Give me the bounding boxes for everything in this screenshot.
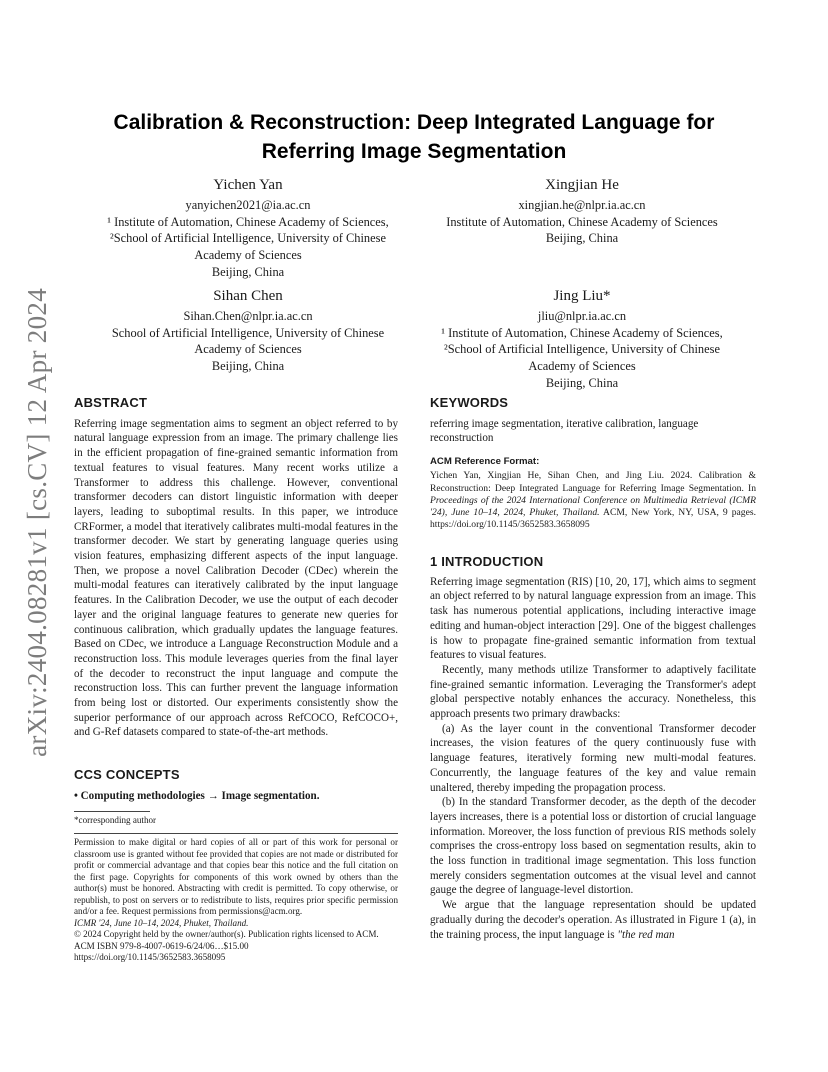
acm-ref-heading: ACM Reference Format:: [430, 456, 540, 467]
abstract-section: [74, 396, 398, 740]
author-affiliation: ²School of Artificial Intelligence, University of Chinese: [444, 342, 720, 357]
isbn-line: ACM ISBN 979-8-4007-0619-6/24/06…$15.00: [74, 940, 249, 951]
author-block-2: [412, 175, 752, 247]
acm-ref-pre: Yichen Yan, Xingjian He, Sihan Chen, and Jing Liu. 2024. Calibration & Reconstruction: Deep Integrated Language for Referring Image Segmentation. In: [430, 470, 756, 494]
copyright-line: © 2024 Copyright held by the owner/author(s). Publication rights licensed to ACM.: [74, 929, 379, 939]
author-affiliation: ¹ Institute of Automation, Chinese Academy of Sciences,: [107, 214, 389, 229]
arxiv-stamp-text: arXiv:2404.08281v1 [cs.CV] 12 Apr 2024: [21, 287, 52, 757]
author-name: Sihan Chen: [213, 288, 283, 304]
permission-rule: [74, 833, 398, 834]
intro-paragraph-3: (a) As the layer count in the conventional Transformer decoder increases, the vision features of the query continuously fuse with language features, iteratively forming new multi-modal features. Concurrently, the language features of the key and value remain unaltered, thereby impeding the propagation process.: [430, 722, 756, 794]
keywords-heading: KEYWORDS: [430, 395, 509, 410]
author-location: Beijing, China: [545, 375, 619, 390]
author-block-1: [70, 175, 426, 281]
footnote: *corresponding author: [74, 815, 157, 825]
author-affiliation: Institute of Automation, Chinese Academy of Sciences: [446, 214, 718, 229]
permission-text: Permission to make digital or hard copies of all or part of this work for personal or classroom use is granted without fee provided that copies are not made or distributed for profit or commercial advantage and that copies bear this notice and the full citation on the first page. Copyrights for components of this work owned by others than the author(s) must be honored. Abstracting with credit is permitted. To copy otherwise, or republish, to post on servers or to redistribute to lists, requires prior specific permission and/or a fee. Request permissions from permissions@acm.org.: [74, 837, 398, 916]
author-email: xingjian.he@nlpr.ia.ac.cn: [518, 198, 646, 212]
author-email: yanyichen2021@ia.ac.cn: [185, 198, 311, 212]
intro-p5-quote: "the red man: [617, 928, 675, 941]
paper-title: Calibration & Reconstruction: Deep Integrated Language for Referring Image Segmentation: [113, 111, 715, 163]
doi-link[interactable]: https://doi.org/10.1145/3652583.3658095: [74, 952, 226, 962]
intro-paragraph-4: (b) In the standard Transformer decoder, as the depth of the decoder layers increases, there is a potential loss or distortion of crucial language information. Moreover, the loss function of previous RIS methods solely comprises the cross-entropy loss based on segmentation results, akin to the loss function in traditional image segmentation. This loss function merely considers segmentation outcomes at the visual level and cannot gauge the degree of language-level distortion.: [430, 796, 756, 897]
author-affiliation: ¹ Institute of Automation, Chinese Academy of Sciences,: [441, 325, 723, 340]
footnote-rule: [74, 811, 150, 812]
author-location: Beijing, China: [211, 264, 285, 279]
intro-heading: 1 INTRODUCTION: [430, 554, 544, 569]
acm-ref-proceedings: Proceedings of the 2024 International Conference on Multimedia Retrieval (ICMR '24), June 10–14, 2024, Phuket, Thailand.: [430, 494, 756, 519]
author-affiliation: Academy of Sciences: [194, 248, 302, 263]
acm-ref-post: ACM, New York, NY, USA, 9 pages. https://doi.org/10.1145/3652583.3658095: [430, 507, 756, 531]
ccs-section: [74, 768, 398, 803]
ccs-heading: CCS CONCEPTS: [74, 767, 180, 782]
intro-paragraph-5: [430, 898, 756, 942]
author-affiliation: Academy of Sciences: [528, 359, 636, 374]
author-location: Beijing, China: [545, 231, 619, 246]
abstract-heading: ABSTRACT: [74, 395, 148, 410]
arxiv-stamp: [20, 286, 54, 758]
intro-p5-text: We argue that the language representation should be updated gradually during the decoder's operation. As illustrated in Figure 1 (a), in the training process, the input language is: [430, 899, 756, 941]
abstract-text: Referring image segmentation aims to segment an object referred to by natural language expression from an image. The primary challenge lies in the efficient propagation of fine-grained semantic information from textual features to visual features. Many recent works utilize a Transformer to address this challenge. However, conventional transformer decoders can distort linguistic information with deeper layers, leading to suboptimal results. In this paper, we introduce CRFormer, a model that iteratively calibrates multi-modal features in the transformer decoder. We start by generating language queries using vision features, emphasizing different aspects of the input language. Then, we propose a novel Calibration Decoder (CDec) wherein the multi-modal features can iteratively calibrated by the input language features. In the Calibration Decoder, we use the output of each decoder layer and the original language features to generate new queries for continuous calibration, which gradually updates the language features. Based on CDec, we introduce a Language Reconstruction Module and a reconstruction loss. This module leverages queries from the final layer of the decoder to reconstruct the input language and compute the reconstruction loss. This can further prevent the language information from being lost or distorted. Our experiments consistently show the superior performance of our approach across RefCOCO, RefCOCO+, and G-Ref datasets compared to state-of-the-art methods.: [74, 417, 398, 739]
author-affiliation: School of Artificial Intelligence, University of Chinese: [111, 325, 385, 340]
acm-reference: [430, 456, 756, 532]
ccs-item: • Computing methodologies → Image segmentation.: [74, 789, 320, 802]
author-name: Yichen Yan: [213, 177, 283, 193]
intro-paragraph-2: Recently, many methods utilize Transformer to adaptively facilitate fine-grained semantic information. Leveraging the Transformer's adept global perspective notably enhances the accuracy. Nonetheless, this approach presents two primary drawbacks:: [430, 663, 756, 721]
intro-paragraph-1: Referring image segmentation (RIS) [10, 20, 17], which aims to segment an object referred to by natural language expression from an image. This task has numerous potential applications, including interactive image editing and human-object interaction [29]. One of the biggest challenges is how to propagate fine-grained semantic information from textual features to visual features.: [430, 575, 756, 662]
author-affiliation: Academy of Sciences: [194, 342, 302, 357]
author-email: Sihan.Chen@nlpr.ia.ac.cn: [183, 309, 313, 323]
introduction-section: [430, 555, 756, 942]
permission-block: [74, 837, 398, 964]
author-block-3: [70, 286, 426, 375]
keywords-text: referring image segmentation, iterative calibration, language reconstruction: [430, 417, 699, 445]
author-location: Beijing, China: [211, 359, 285, 374]
author-email: jliu@nlpr.ia.ac.cn: [537, 309, 627, 323]
venue-line: ICMR '24, June 10–14, 2024, Phuket, Thailand.: [74, 917, 249, 928]
acm-ref-text: [430, 470, 756, 531]
keywords-section: [430, 396, 756, 446]
author-affiliation: ²School of Artificial Intelligence, University of Chinese: [110, 231, 386, 246]
author-name: Xingjian He: [545, 177, 619, 193]
author-block-4: [412, 286, 752, 392]
author-name: Jing Liu*: [553, 288, 611, 304]
